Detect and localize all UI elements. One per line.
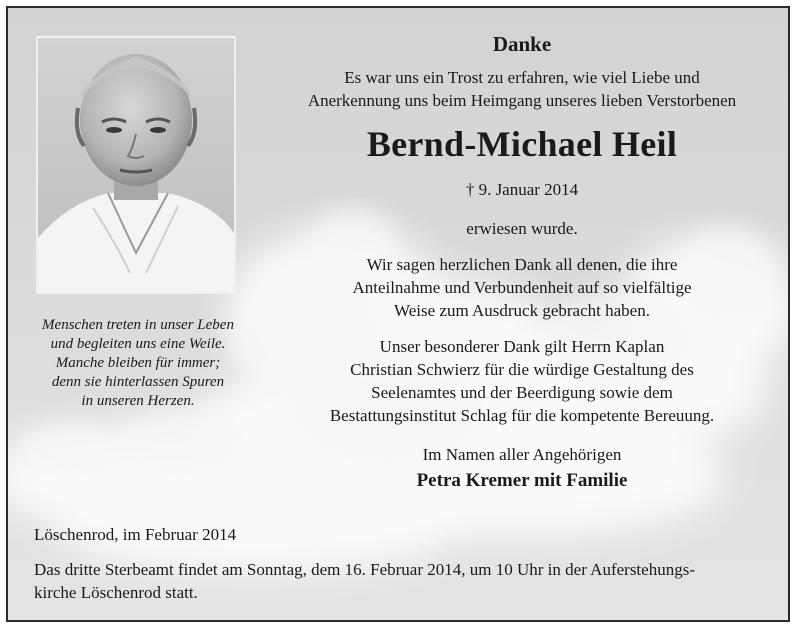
service-note-line: Das dritte Sterbeamt findet am Sonntag, dem 16. Februar 2014, um 10 Uhr in der Auferstehungs- xyxy=(34,560,695,579)
obituary-notice xyxy=(6,6,790,622)
quote-line: Menschen treten in unser Leben xyxy=(42,317,234,333)
signer-name: Petra Kremer mit Familie xyxy=(416,470,628,491)
main-text xyxy=(258,30,786,494)
on-behalf-text: Im Namen aller Angehörigen xyxy=(422,445,622,464)
portrait-illustration xyxy=(38,38,234,292)
special-thanks-line: Unser besonderer Dank gilt Herrn Kaplan xyxy=(379,337,665,356)
special-thanks-line: Seelenamtes und der Beerdigung sowie dem xyxy=(371,383,673,402)
intro-line: Anerkennung uns beim Heimgang unseres lieben Verstorbenen xyxy=(307,91,737,110)
quote-line: in unseren Herzen. xyxy=(81,393,195,409)
intro-line: Es war uns ein Trost zu erfahren, wie viel Liebe und xyxy=(344,68,700,87)
special-thanks-paragraph xyxy=(258,335,786,427)
heading: Danke xyxy=(492,32,552,56)
deceased-name: Bernd-Michael Heil xyxy=(366,124,678,164)
service-note xyxy=(34,558,774,604)
portrait-photo xyxy=(36,36,236,294)
received-text: erwiesen wurde. xyxy=(466,219,578,238)
memorial-quote xyxy=(22,316,254,411)
quote-line: Manche bleiben für immer; xyxy=(55,355,221,371)
death-date: † 9. Januar 2014 xyxy=(465,180,579,199)
special-thanks-line: Bestattungsinstitut Schlag für die kompetente Bereuung. xyxy=(329,406,715,425)
thanks-line: Weise zum Ausdruck gebracht haben. xyxy=(394,301,650,320)
service-note-line: kirche Löschenrod statt. xyxy=(34,583,198,602)
intro-paragraph xyxy=(258,66,786,112)
quote-line: und begleiten uns eine Weile. xyxy=(50,336,226,352)
place-date: Löschenrod, im Februar 2014 xyxy=(34,525,237,544)
quote-line: denn sie hinterlassen Spuren xyxy=(51,374,225,390)
special-thanks-line: Christian Schwierz für die würdige Gestaltung des xyxy=(350,360,694,379)
thanks-line: Anteilnahme und Verbundenheit auf so vielfältige xyxy=(352,278,692,297)
thanks-line: Wir sagen herzlichen Dank all denen, die ihre xyxy=(366,255,678,274)
thanks-paragraph xyxy=(258,253,786,322)
